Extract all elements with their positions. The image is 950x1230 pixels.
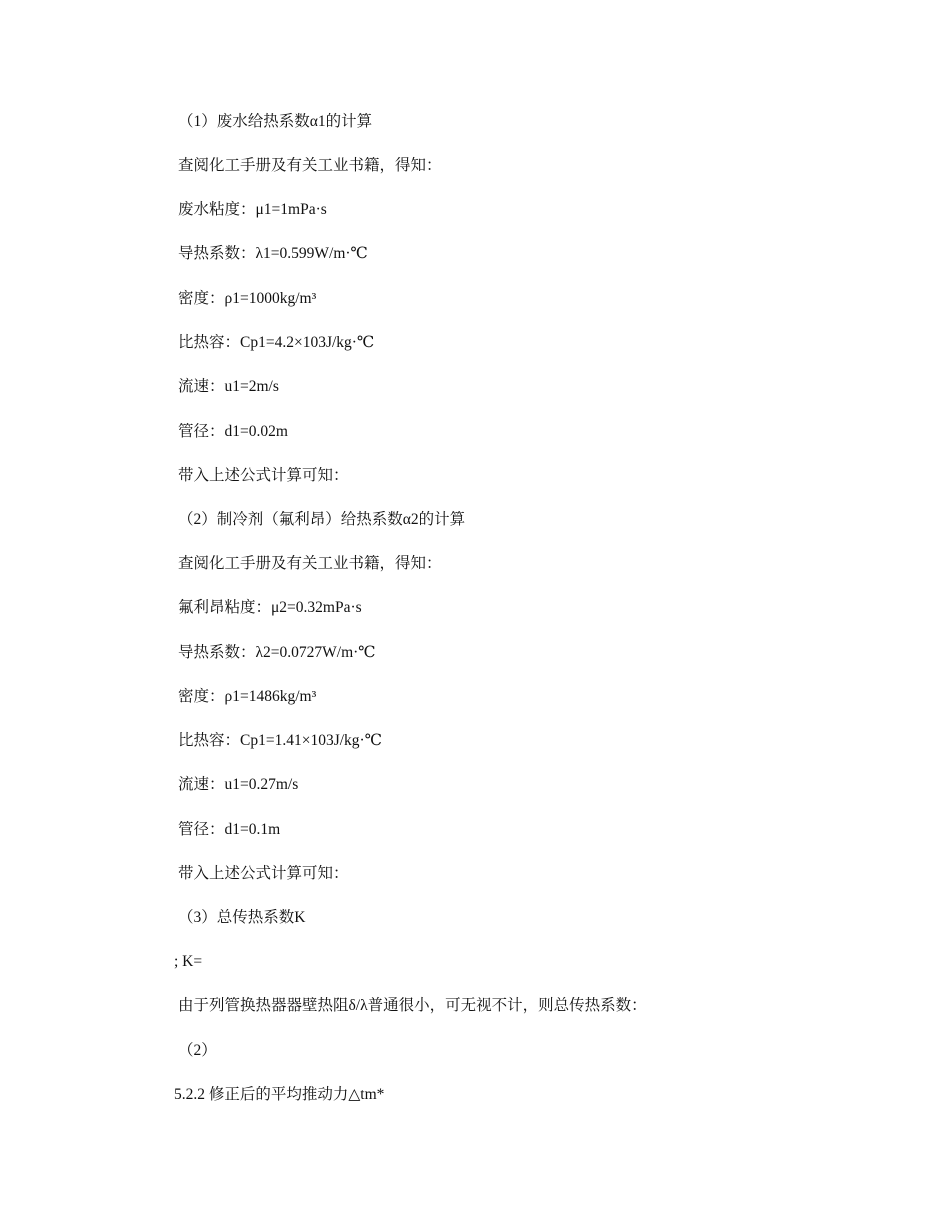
parameter-line: 导热系数：λ2=0.0727W/m·℃ [178, 644, 376, 661]
parameter-line: 比热容：Cp1=4.2×103J/kg·℃ [178, 334, 375, 351]
section-heading-1: （1）废水给热系数α1的计算 [178, 113, 373, 130]
formula-line: ; K= [174, 953, 203, 970]
section-heading-2: （2）制冷剂（氟利昂）给热系数α2的计算 [178, 511, 466, 528]
parameter-line: 管径：d1=0.1m [178, 821, 281, 838]
paragraph-line: 由于列管换热器器壁热阻δ/λ普通很小，可无视不计，则总传热系数： [178, 997, 647, 1014]
parameter-line: 比热容：Cp1=1.41×103J/kg·℃ [178, 732, 383, 749]
paragraph-line: 查阅化工手册及有关工业书籍，得知： [178, 157, 442, 174]
paragraph-line: 带入上述公式计算可知： [178, 865, 349, 882]
parameter-line: 氟利昂粘度：μ2=0.32mPa·s [178, 599, 362, 616]
parameter-line: 管径：d1=0.02m [178, 423, 288, 440]
parameter-line: 流速：u1=2m/s [178, 378, 279, 395]
parameter-line: 废水粘度：μ1=1mPa·s [178, 201, 327, 218]
equation-number: （2） [178, 1042, 217, 1059]
subsection-heading: 5.2.2 修正后的平均推动力△tm* [174, 1086, 385, 1103]
paragraph-line: 带入上述公式计算可知： [178, 467, 349, 484]
paragraph-line: 查阅化工手册及有关工业书籍，得知： [178, 555, 442, 572]
parameter-line: 导热系数：λ1=0.599W/m·℃ [178, 245, 368, 262]
parameter-line: 密度：ρ1=1000kg/m³ [178, 290, 317, 307]
section-heading-3: （3）总传热系数K [178, 909, 306, 926]
parameter-line: 流速：u1=0.27m/s [178, 776, 299, 793]
parameter-line: 密度：ρ1=1486kg/m³ [178, 688, 317, 705]
